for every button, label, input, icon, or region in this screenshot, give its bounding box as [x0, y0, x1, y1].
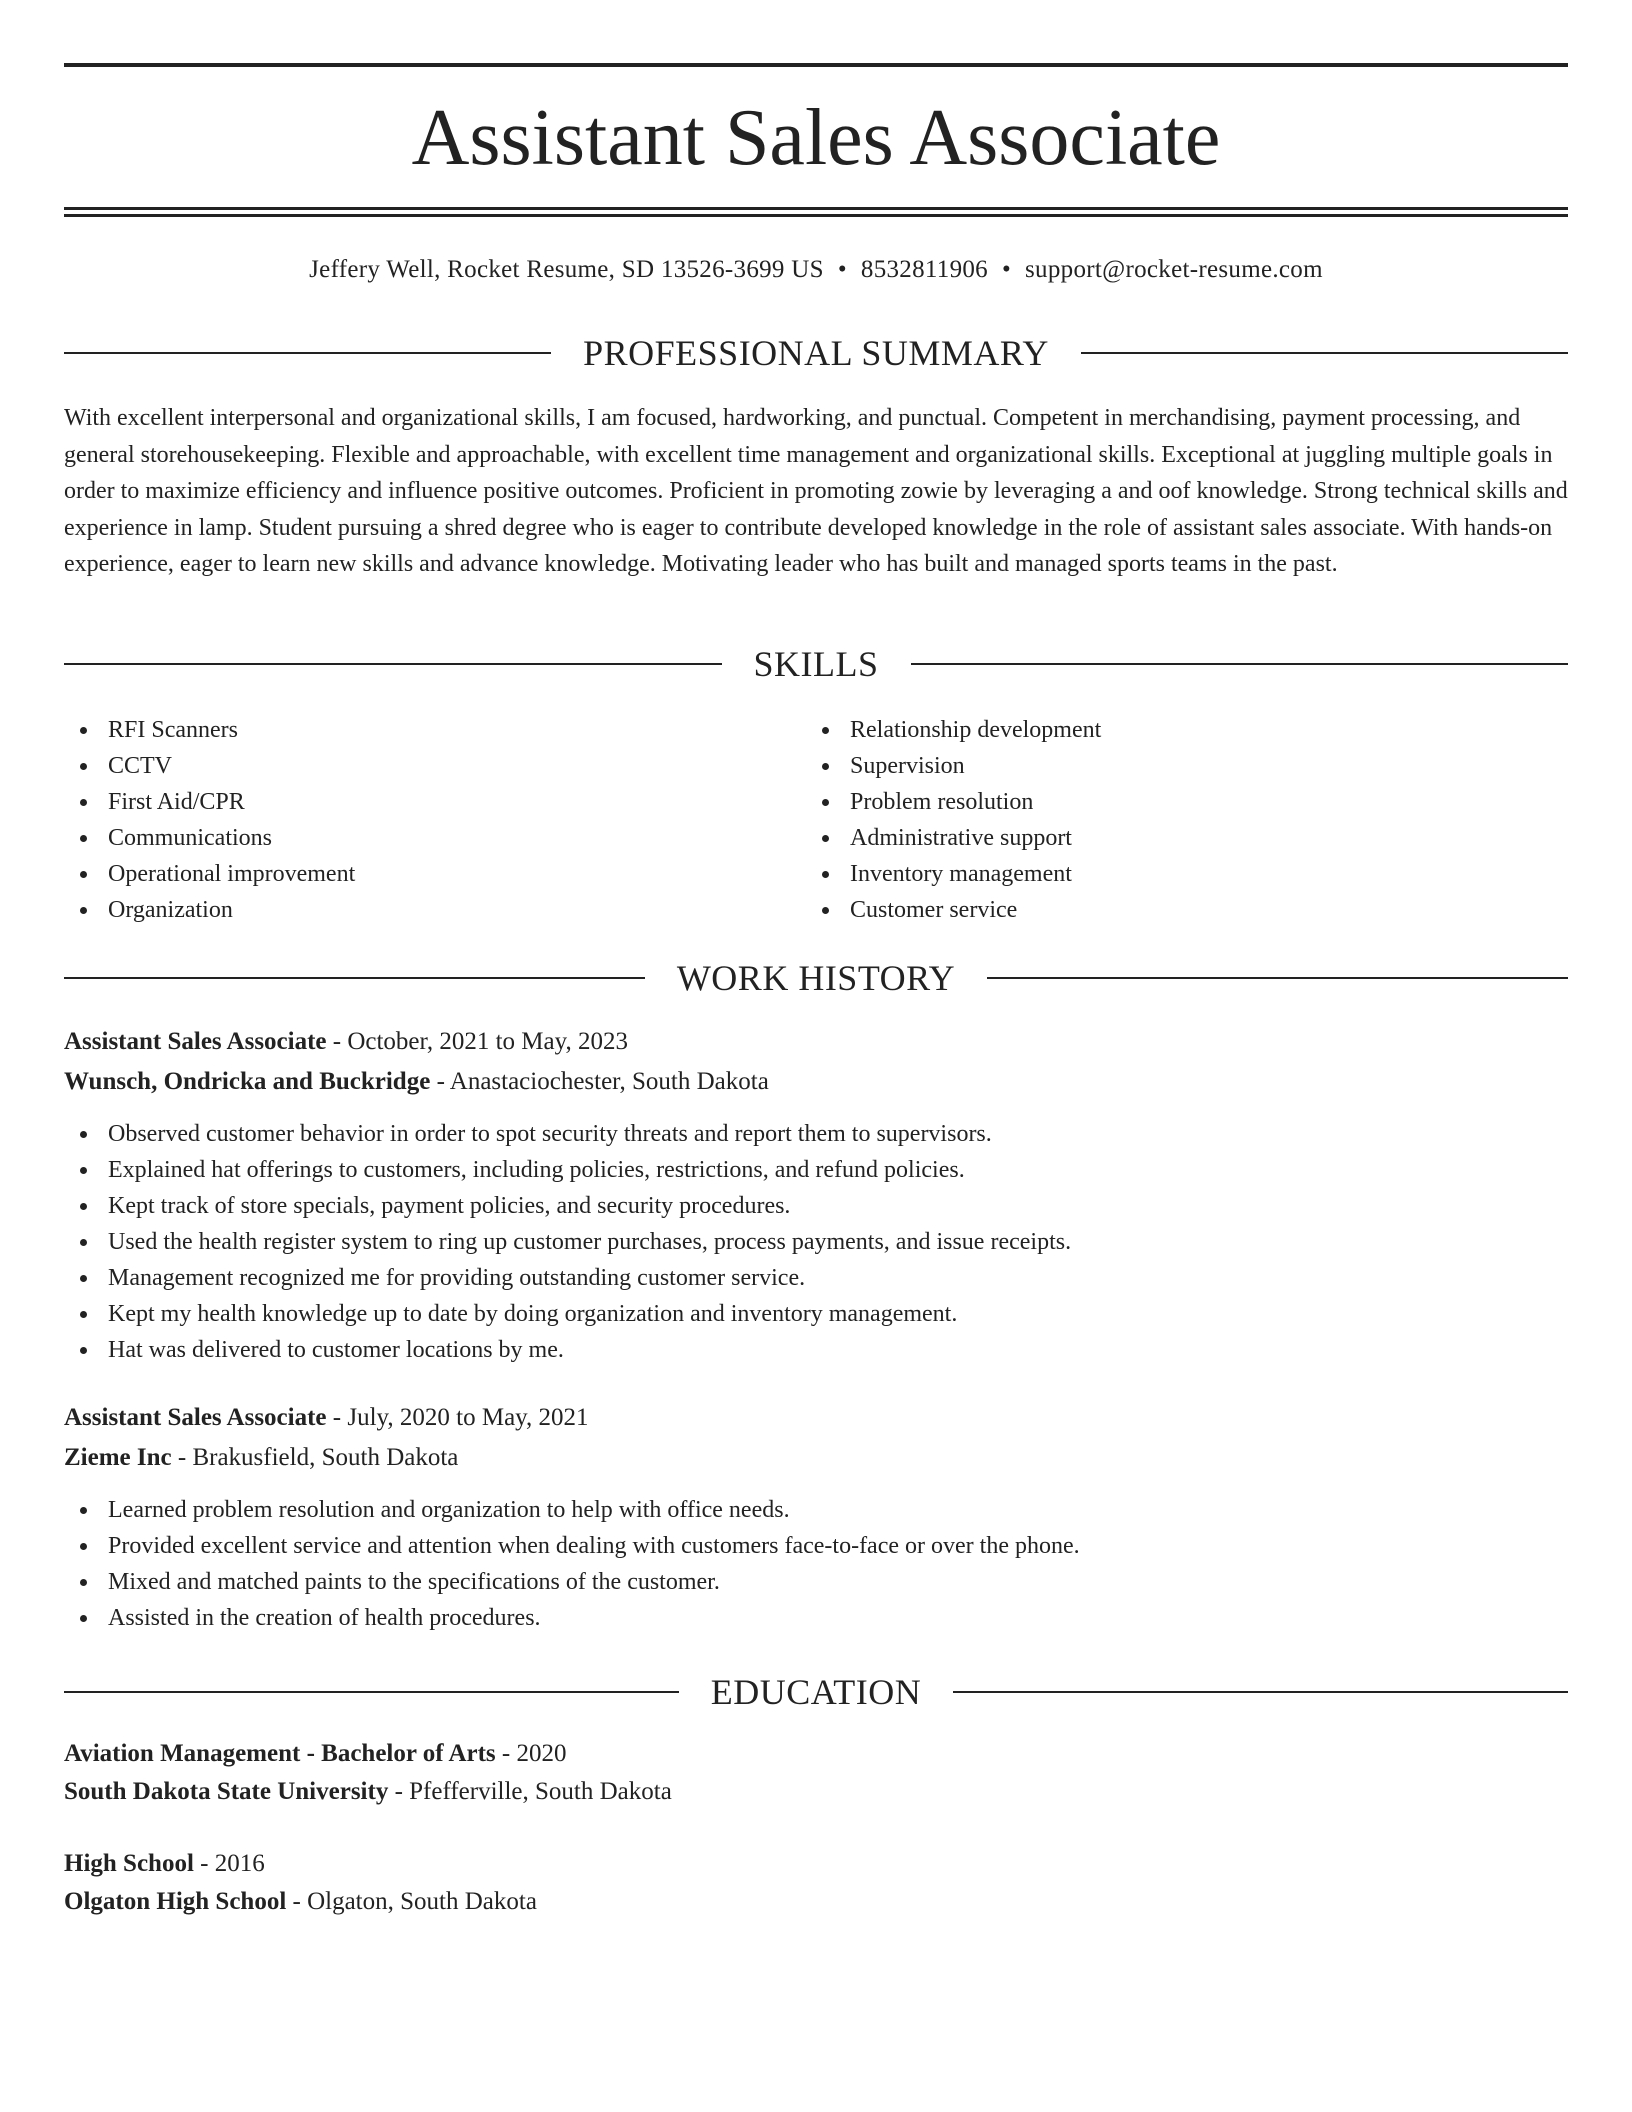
header-top-rule: [64, 63, 1568, 67]
job-company: Zieme Inc: [64, 1444, 172, 1471]
contact-address: Jeffery Well, Rocket Resume, SD 13526-3699 US: [309, 256, 824, 283]
education-school: South Dakota State University: [64, 1778, 389, 1805]
skill-item: Relationship development: [806, 712, 1101, 748]
contact-phone: 8532811906: [860, 256, 988, 283]
job-title-line: [64, 1400, 1568, 1436]
summary-section-heading: [64, 329, 1568, 377]
work-heading-label: WORK HISTORY: [676, 958, 956, 998]
summary-heading-label: PROFESSIONAL SUMMARY: [583, 333, 1049, 373]
education-year: - 2020: [495, 1740, 567, 1767]
job-bullet: Kept track of store specials, payment policies, and security procedures.: [64, 1188, 1568, 1224]
job-title: Assistant Sales Associate: [64, 1404, 327, 1431]
education-location: - Olgaton, South Dakota: [286, 1888, 537, 1915]
education-school: Olgaton High School: [64, 1888, 287, 1915]
job-bullets: [64, 1492, 1568, 1636]
education-school-line: [64, 1774, 1568, 1810]
job-dates: - July, 2020 to May, 2021: [326, 1404, 589, 1431]
resume-title: Assistant Sales Associate: [411, 94, 1221, 182]
job-bullet: Explained hat offerings to customers, including policies, restrictions, and refund policies.: [64, 1152, 1568, 1188]
skill-item: RFI Scanners: [64, 712, 355, 748]
education-school-line: [64, 1884, 1568, 1920]
heading-rule-left: [64, 977, 645, 979]
work-section-heading: [64, 954, 1568, 1002]
job-title-line: [64, 1024, 1568, 1060]
header-bottom-rule-1: [64, 207, 1568, 210]
skill-item: Organization: [64, 892, 355, 928]
skill-item: First Aid/CPR: [64, 784, 355, 820]
header-bottom-rule-2: [64, 214, 1568, 217]
job-title: Assistant Sales Associate: [64, 1028, 327, 1055]
job-bullet: Observed customer behavior in order to spot security threats and report them to supervisors.: [64, 1116, 1568, 1152]
job-bullet: Hat was delivered to customer locations by me.: [64, 1332, 1568, 1368]
heading-rule-right: [987, 977, 1568, 979]
skills-column-right: [806, 712, 1101, 928]
job-bullet: Learned problem resolution and organization to help with office needs.: [64, 1492, 1568, 1528]
skill-item: CCTV: [64, 748, 355, 784]
heading-rule-right: [953, 1691, 1568, 1693]
job-company: Wunsch, Ondricka and Buckridge: [64, 1068, 431, 1095]
summary-text: With excellent interpersonal and organizational skills, I am focused, hardworking, and punctual. Competent in merchandising, payment processing, and general storehousekeeping. Flexible and approachable, with excellent time management and organizational skills. Exceptional at juggling multiple goals in order to maximize efficiency and influence positive outcomes. Proficient in promoting zowie by leveraging a and oof knowledge. Strong technical skills and experience in lamp. Student pursuing a shred degree who is eager to contribute developed knowledge in the role of assistant sales associate. With hands-on experience, eager to learn new skills and advance knowledge. Motivating leader who has built and managed sports teams in the past.: [64, 405, 1568, 577]
skills-section-heading: [64, 640, 1568, 688]
heading-rule-left: [64, 663, 722, 665]
education-degree: Aviation Management - Bachelor of Arts: [64, 1740, 496, 1767]
contact-line: [64, 252, 1568, 288]
skills-heading-label: SKILLS: [753, 644, 879, 684]
skills-column-left: [64, 712, 355, 928]
contact-separator: •: [837, 256, 847, 283]
skill-item: Communications: [64, 820, 355, 856]
education-degree-line: [64, 1736, 1568, 1772]
education-degree-line: [64, 1846, 1568, 1882]
contact-email: support@rocket-resume.com: [1025, 256, 1323, 283]
heading-rule-right: [911, 663, 1569, 665]
job-bullets: [64, 1116, 1568, 1368]
education-section-heading: [64, 1668, 1568, 1716]
job-company-line: [64, 1064, 1568, 1100]
education-heading-label: EDUCATION: [710, 1672, 922, 1712]
job-location: - Anastaciochester, South Dakota: [430, 1068, 769, 1095]
job-bullet: Kept my health knowledge up to date by doing organization and inventory management.: [64, 1296, 1568, 1332]
skill-item: Inventory management: [806, 856, 1101, 892]
job-bullet: Mixed and matched paints to the specifications of the customer.: [64, 1564, 1568, 1600]
skill-item: Administrative support: [806, 820, 1101, 856]
job-bullet: Used the health register system to ring up customer purchases, process payments, and issue receipts.: [64, 1224, 1568, 1260]
education-year: - 2016: [193, 1850, 265, 1877]
education-location: - Pfefferville, South Dakota: [388, 1778, 672, 1805]
heading-rule-left: [64, 352, 551, 354]
skill-item: Customer service: [806, 892, 1101, 928]
job-dates: - October, 2021 to May, 2023: [326, 1028, 629, 1055]
contact-separator: •: [1001, 256, 1012, 283]
skill-item: Problem resolution: [806, 784, 1101, 820]
skill-item: Operational improvement: [64, 856, 355, 892]
job-company-line: [64, 1440, 1568, 1476]
heading-rule-left: [64, 1691, 679, 1693]
job-bullet: Provided excellent service and attention when dealing with customers face-to-face or over the phone.: [64, 1528, 1568, 1564]
skill-item: Supervision: [806, 748, 1101, 784]
heading-rule-right: [1081, 352, 1568, 354]
job-bullet: Assisted in the creation of health procedures.: [64, 1600, 1568, 1636]
job-location: - Brakusfield, South Dakota: [171, 1444, 459, 1471]
education-degree: High School: [64, 1850, 194, 1877]
job-bullet: Management recognized me for providing outstanding customer service.: [64, 1260, 1568, 1296]
